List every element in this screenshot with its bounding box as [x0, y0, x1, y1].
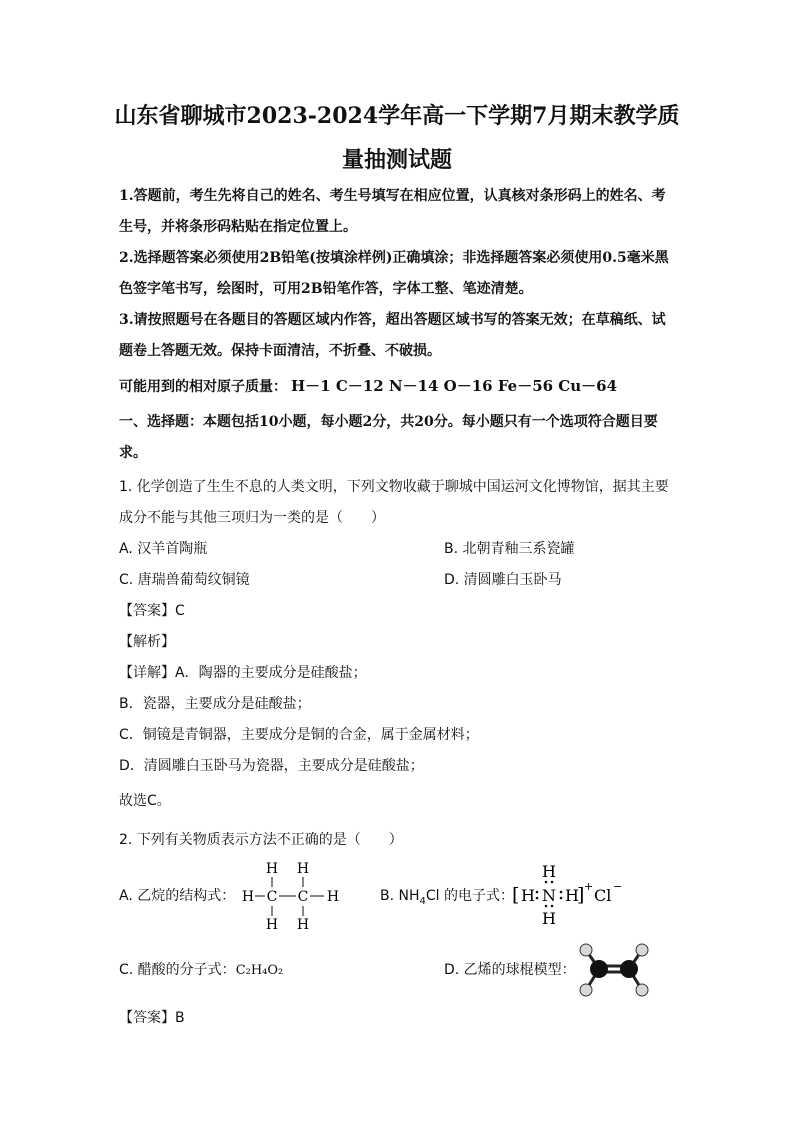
q1-analysis-label: 【解析】: [119, 634, 175, 650]
q1-detail-a: 【详解】A．陶器的主要成分是硅酸盐；: [119, 665, 367, 681]
q1-answer: 【答案】C: [119, 603, 185, 619]
ethane-h-top-1: H: [265, 861, 279, 877]
q2-option-a-label: A. 乙烷的结构式：: [119, 888, 236, 904]
q2-option-c-formula: C₂H₄O₂: [235, 963, 284, 978]
atomic-mass-line: [119, 376, 617, 397]
instruction-3a: 3.请按照题号在各题目的答题区域内作答，超出答题区域书写的答案无效；在草稿纸、试: [119, 312, 666, 328]
q2-option-c-label: C. 醋酸的分子式：: [119, 962, 236, 978]
atomic-mass-label: 可能用到的相对原子质量：: [119, 379, 287, 395]
q2-option-d-label: D. 乙烯的球棍模型：: [444, 962, 576, 978]
document-title-line-1: 山东省聊城市2023-2024学年高一下学期7月期末教学质: [114, 103, 680, 129]
q1-stem-b: 成分不能与其他三项归为一类的是（ ）: [119, 510, 385, 526]
nh4cl-e-6: [560, 897, 563, 900]
section-1-heading-b: 求。: [119, 445, 147, 461]
ethane-h-top-2: H: [296, 861, 310, 877]
q1-option-d: D. 清圆雕白玉卧马: [444, 572, 562, 588]
instruction-1b: 生号，并将条形码粘贴在指定位置上。: [119, 219, 357, 235]
q1-conclusion: 故选C。: [119, 793, 171, 809]
nh4cl-e-2: [536, 897, 539, 900]
nh4cl-h-top: H: [542, 864, 556, 881]
q2-answer: 【答案】B: [119, 1010, 185, 1026]
nh4cl-plus-charge: +: [584, 880, 594, 893]
instruction-3b: 题卷上答题无效。保持卡面清洁，不折叠、不破损。: [119, 343, 441, 359]
nh4cl-e-3: [545, 881, 548, 884]
q1-option-c: C. 唐瑞兽葡萄纹铜镜: [119, 572, 250, 588]
ethane-h-left: H: [241, 889, 255, 905]
document-title-line-2: 量抽测试题: [341, 147, 452, 173]
nh4cl-electron-formula: [508, 864, 628, 928]
q2-option-b-label: [380, 886, 514, 912]
nh4cl-minus-charge: −: [613, 880, 623, 893]
q1-option-b: B. 北朝青釉三系瓷罐: [444, 541, 575, 557]
instruction-2a: 2.选择题答案必须使用2B铅笔(按填涂样例)正确填涂；非选择题答案必须使用0.5毫米黑: [119, 250, 669, 266]
atomic-mass-values: H－1 C－12 N－14 O－16 Fe－56 Cu－64: [291, 377, 618, 395]
nh4cl-e-5: [560, 891, 563, 894]
ethane-c-2: C: [297, 889, 309, 905]
instruction-2b: 色签字笔书写，绘图时，可用2B铅笔作答，字体工整、笔迹清楚。: [119, 281, 533, 297]
ethane-structural-formula: [238, 856, 348, 936]
q2-option-b-prefix: B. NH: [380, 888, 420, 904]
ethane-c-1: C: [266, 889, 278, 905]
ethylene-h-atom-4: [636, 984, 648, 996]
nh4cl-e-7: [545, 905, 548, 908]
ethylene-c-atom-2: [620, 960, 638, 978]
nh4cl-left-bracket: [: [512, 884, 520, 906]
section-1-heading-a: 一、选择题：本题包括10小题，每小题2分，共20分。每小题只有一个选项符合题目要: [119, 414, 658, 430]
ethane-h-right: H: [326, 889, 340, 905]
nh4cl-e-8: [551, 905, 554, 908]
q1-stem-a: 1. 化学创造了生生不息的人类文明，下列文物收藏于聊城中国运河文化博物馆，据其主要: [119, 479, 669, 495]
nh4cl-e-4: [551, 881, 554, 884]
nh4cl-e-1: [536, 891, 539, 894]
ethylene-ball-stick-model: [574, 940, 654, 1000]
ethane-h-bottom-2: H: [296, 917, 310, 933]
q1-detail-b: B．瓷器，主要成分是硅酸盐；: [119, 696, 311, 712]
nh4cl-right-bracket: ]: [577, 884, 585, 906]
ethane-h-bottom-1: H: [265, 917, 279, 933]
ethylene-h-atom-3: [636, 944, 648, 956]
ethylene-c-atom-1: [590, 960, 608, 978]
q2-stem: 2. 下列有关物质表示方法不正确的是（ ）: [119, 832, 403, 848]
q1-option-a: A. 汉羊首陶瓶: [119, 541, 208, 557]
q2-option-c: [119, 960, 283, 981]
nh4cl-h-bottom: H: [542, 909, 556, 928]
q2-option-b-suffix: Cl 的电子式：: [425, 888, 515, 904]
q2-option-b-subscript: 4: [419, 895, 426, 907]
ethylene-h-atom-2: [580, 984, 592, 996]
nh4cl-cl: Cl: [594, 886, 612, 905]
q1-detail-d: D．清圆雕白玉卧马为瓷器，主要成分是硅酸盐；: [119, 758, 424, 774]
ethylene-h-atom-1: [580, 944, 592, 956]
q1-detail-c: C．铜镜是青铜器，主要成分是铜的合金，属于金属材料；: [119, 727, 479, 743]
instruction-1a: 1.答题前，考生先将自己的姓名、考生号填写在相应位置，认真核对条形码上的姓名、考: [119, 188, 666, 204]
nh4cl-n: N: [542, 886, 556, 905]
nh4cl-h-right: H: [565, 886, 579, 905]
nh4cl-h-left: H: [521, 886, 535, 905]
